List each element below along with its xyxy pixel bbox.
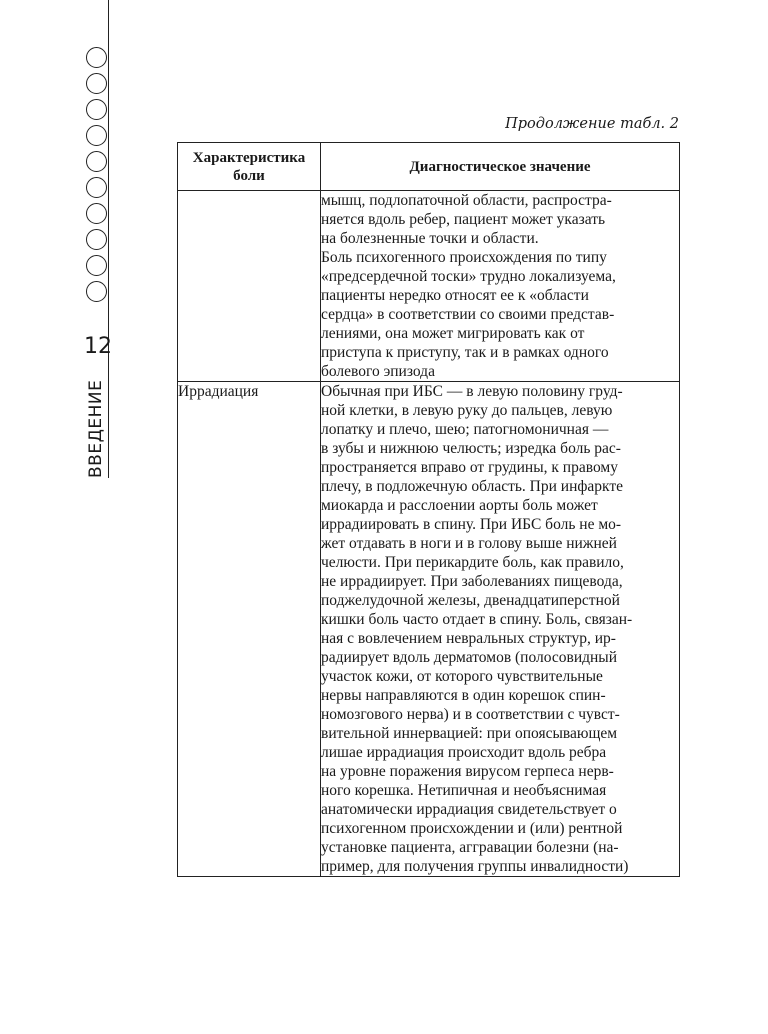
circle-ornament <box>86 203 107 224</box>
circle-ornament <box>86 125 107 146</box>
circle-ornament <box>86 281 107 302</box>
table-row <box>178 191 680 382</box>
page-number: 12 <box>84 334 112 359</box>
circle-ornament <box>86 99 107 120</box>
circle-ornament <box>86 255 107 276</box>
table-continuation-caption: Продолжение табл. 2 <box>505 116 679 132</box>
circle-ornament <box>86 151 107 172</box>
value-paragraph: Боль психогенного происхождения по типу «предсердечной тоски» трудно локализуема, пациенты нередко относят ее к «области сердца» в соответствии со своими представ- лениями, она может мигрировать как от приступа к приступу, так и в рамках одного болевого эпизода <box>321 249 616 380</box>
decorative-circles <box>86 47 110 307</box>
diagnostic-value-cell <box>321 191 680 382</box>
value-paragraph: Обычная при ИБС — в левую половину груд- ной клетки, в левую руку до пальцев, левую лопатку и плечо, шею; патогномоничная — в зубы и нижнюю челюсть; изредка боль рас- пространяется вправо от грудины, к правому плечу, в подложечную область. При инфаркте миокарда и расслоении аорты боль может иррадиировать в спину. При ИБС боль не мо- жет отдавать в ноги и в голову выше нижней челюсти. При перикардите боль, как правило, не иррадиирует. При заболеваниях пищевода, поджелудочной железы, двенадцатиперстной кишки боль часто отдает в спину. Боль, связан- ная с вовлечением невральных структур, ир- радиирует вдоль дерматомов (полосовидный участок кожи, от которого чувствительные нервы направляются в один корешок спин- номозгового нерва) и в соответствии с чувст- вительной иннервацией: при опоясывающем лишае иррадиация происходит вдоль ребра на уровне поражения вирусом герпеса нерв- ного корешка. Нетипичная и необъяснимая анатомически иррадиация свидетельствует о психогенном происхождении и (или) рентной установке пациента, аггравации болезни (на- пример, для получения группы инвалидности) <box>321 383 633 875</box>
characteristic-cell <box>178 191 321 382</box>
circle-ornament <box>86 177 107 198</box>
diagnostic-value-cell <box>321 382 680 877</box>
section-title: ВВЕДЕНИЕ <box>86 379 106 478</box>
circle-ornament <box>86 229 107 250</box>
table-header-row <box>178 143 680 191</box>
characteristic-cell: Иррадиация <box>178 382 321 877</box>
diagnostic-table <box>177 142 680 877</box>
circle-ornament <box>86 73 107 94</box>
circle-ornament <box>86 47 107 68</box>
table-row <box>178 382 680 877</box>
header-diagnostic-value: Диагностическое значение <box>321 143 680 191</box>
header-characteristic: Характеристика боли <box>178 143 321 191</box>
value-paragraph: мышц, подлопаточной области, распростра- няется вдоль ребер, пациент может указать на болезненные точки и области. <box>321 192 612 247</box>
